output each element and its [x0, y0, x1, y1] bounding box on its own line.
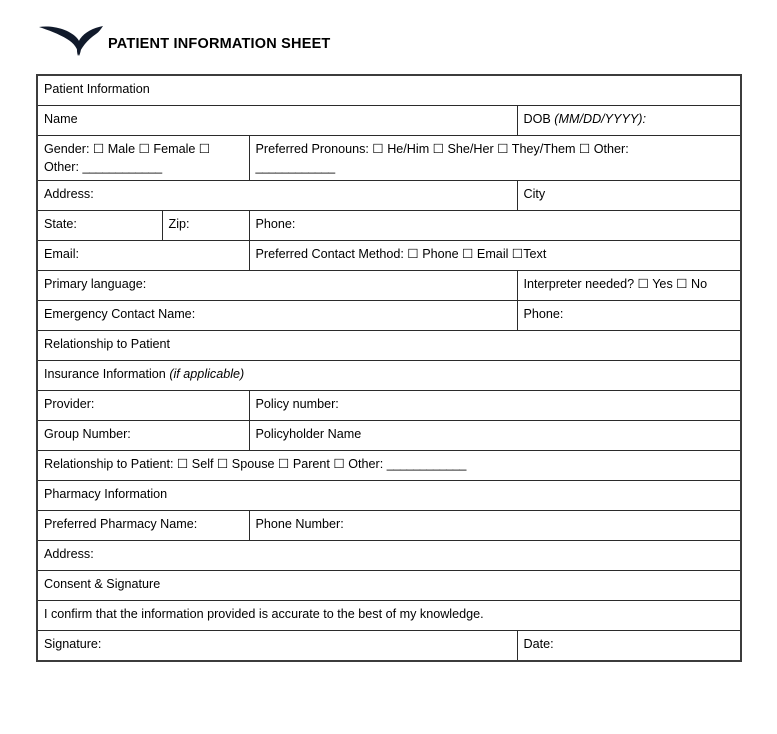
field-policy-number-label: Policy number: [255, 397, 339, 412]
field-signature-label: Signature: [44, 637, 102, 652]
checkbox-pronoun-other[interactable]: ☐ [578, 141, 591, 156]
checkbox-relationship-self[interactable]: ☐ [177, 456, 189, 472]
checkbox-relationship-spouse-label: Spouse [228, 457, 279, 472]
field-policyholder-name[interactable] [249, 421, 741, 451]
table-row [37, 136, 741, 181]
table-row [37, 541, 741, 571]
field-phone[interactable] [249, 211, 741, 241]
field-preferred-pharmacy-name[interactable] [37, 511, 249, 541]
table-row [37, 421, 741, 451]
field-state-label: State: [44, 217, 77, 232]
field-insurance-relationship-label: Relationship to Patient: [44, 457, 178, 472]
field-emergency-contact-phone-label: Phone: [523, 307, 564, 322]
field-date-label: Date: [523, 637, 554, 652]
field-group-number[interactable] [37, 421, 249, 451]
field-city-label: City [523, 187, 546, 202]
field-insurance-relationship-to-patient[interactable] [37, 451, 741, 481]
field-emergency-contact-phone[interactable] [517, 301, 741, 331]
field-gender-other-label: Other: [44, 160, 83, 175]
section-header-patient-information: Patient Information [37, 75, 741, 106]
checkbox-interpreter-no-label: No [687, 277, 708, 292]
field-city[interactable] [517, 181, 741, 211]
checkbox-interpreter-yes-label: Yes [648, 277, 677, 292]
field-gender-other-line [44, 159, 244, 175]
checkbox-contact-text-label: Text [523, 247, 547, 262]
table-row [37, 181, 741, 211]
section-header-pharmacy-information: Pharmacy Information [37, 481, 741, 511]
table-row [37, 481, 741, 511]
field-zip[interactable] [162, 211, 249, 241]
checkbox-contact-text[interactable]: ☐ [511, 246, 524, 262]
checkbox-contact-phone-label: Phone [418, 247, 463, 262]
document-header [0, 0, 777, 58]
checkbox-relationship-other[interactable]: ☐ [333, 456, 345, 472]
field-dob[interactable] [517, 106, 741, 136]
checkbox-interpreter-no[interactable]: ☐ [676, 276, 688, 292]
checkbox-pronoun-he-him[interactable]: ☐ [372, 141, 384, 156]
page-title: PATIENT INFORMATION SHEET [108, 36, 331, 53]
field-preferred-pronouns[interactable] [249, 136, 741, 181]
checkbox-relationship-parent-label: Parent [289, 457, 334, 472]
field-date[interactable] [517, 631, 741, 662]
checkbox-pronoun-they-them-label: They/Them [508, 142, 579, 156]
table-row [37, 601, 741, 631]
table-row [37, 106, 741, 136]
checkbox-pronoun-other-label: Other: [590, 142, 629, 156]
field-gender-other-blank[interactable]: ____________ [82, 160, 162, 175]
checkbox-contact-phone[interactable]: ☐ [407, 246, 419, 262]
form-table [36, 74, 742, 662]
field-emergency-contact-name-label: Emergency Contact Name: [44, 307, 196, 322]
checkbox-relationship-spouse[interactable]: ☐ [217, 456, 229, 472]
field-zip-label: Zip: [168, 217, 190, 232]
table-row [37, 331, 741, 361]
clinic-wing-logo-icon [38, 23, 104, 57]
field-emergency-contact-name[interactable] [37, 301, 517, 331]
field-policy-number[interactable] [249, 391, 741, 421]
field-primary-language-label: Primary language: [44, 277, 147, 292]
field-interpreter-needed-label: Interpreter needed? [523, 277, 638, 292]
checkbox-interpreter-yes[interactable]: ☐ [637, 276, 649, 292]
field-relationship-to-patient-label: Relationship to Patient [44, 337, 171, 352]
checkbox-gender-male[interactable]: ☐ [93, 141, 105, 156]
field-group-number-label: Group Number: [44, 427, 131, 442]
field-interpreter-needed[interactable] [517, 271, 741, 301]
section-header-insurance-information-label: Insurance Information [44, 367, 170, 382]
patient-information-form [0, 58, 777, 662]
field-preferred-pronouns-label: Preferred Pronouns: [255, 142, 373, 156]
table-row [37, 361, 741, 391]
section-header-insurance-information-note: (if applicable) [169, 367, 245, 382]
field-state[interactable] [37, 211, 162, 241]
checkbox-pronoun-she-her[interactable]: ☐ [432, 141, 444, 156]
field-gender-label: Gender: [44, 142, 94, 156]
checkbox-contact-email-label: Email [473, 247, 512, 262]
field-pharmacy-phone-number-label: Phone Number: [255, 517, 344, 532]
field-pharmacy-address-label: Address: [44, 547, 94, 562]
field-address-label: Address: [44, 187, 94, 202]
checkbox-gender-female[interactable]: ☐ [138, 141, 150, 156]
table-row [37, 631, 741, 662]
checkbox-gender-female-label: Female [149, 142, 199, 156]
checkbox-contact-email[interactable]: ☐ [462, 246, 474, 262]
field-phone-label: Phone: [255, 217, 296, 232]
checkbox-relationship-parent[interactable]: ☐ [278, 456, 290, 472]
checkbox-gender-male-label: Male [104, 142, 139, 156]
field-name-label: Name [44, 112, 78, 126]
table-row [37, 391, 741, 421]
field-pharmacy-phone-number[interactable] [249, 511, 741, 541]
section-header-consent-signature: Consent & Signature [37, 571, 741, 601]
table-row [37, 211, 741, 241]
checkbox-gender-other[interactable]: ☐ [198, 141, 211, 156]
section-header-insurance-information [37, 361, 741, 391]
checkbox-relationship-other-label: Other: [344, 457, 387, 472]
table-row [37, 511, 741, 541]
checkbox-pronoun-they-them[interactable]: ☐ [497, 141, 509, 156]
table-row [37, 75, 741, 106]
field-dob-label: DOB [523, 112, 555, 126]
field-signature[interactable] [37, 631, 517, 662]
field-insurance-provider-label: Provider: [44, 397, 95, 412]
table-row [37, 451, 741, 481]
field-email[interactable] [37, 241, 249, 271]
field-insurance-relationship-other-blank[interactable]: ____________ [386, 457, 466, 472]
checkbox-pronoun-he-him-label: He/Him [383, 142, 433, 156]
table-row [37, 271, 741, 301]
field-primary-language[interactable] [37, 271, 517, 301]
consent-statement: I confirm that the information provided is accurate to the best of my knowledge. [37, 601, 741, 631]
field-preferred-contact-method[interactable] [249, 241, 741, 271]
field-address[interactable] [37, 181, 517, 211]
table-row [37, 241, 741, 271]
table-row [37, 301, 741, 331]
field-name[interactable] [37, 106, 517, 136]
checkbox-pronoun-she-her-label: She/Her [443, 142, 498, 156]
field-dob-format-hint: (MM/DD/YYYY): [554, 112, 646, 126]
field-pronoun-other-blank[interactable]: ____________ [255, 160, 335, 175]
field-pharmacy-address[interactable] [37, 541, 741, 571]
field-policyholder-name-label: Policyholder Name [255, 427, 362, 442]
checkbox-relationship-self-label: Self [188, 457, 218, 472]
field-gender[interactable] [37, 136, 249, 181]
table-row [37, 571, 741, 601]
field-relationship-to-patient[interactable] [37, 331, 741, 361]
field-email-label: Email: [44, 247, 79, 262]
field-preferred-contact-method-label: Preferred Contact Method: [255, 247, 408, 262]
field-preferred-pharmacy-name-label: Preferred Pharmacy Name: [44, 517, 198, 532]
field-insurance-provider[interactable] [37, 391, 249, 421]
